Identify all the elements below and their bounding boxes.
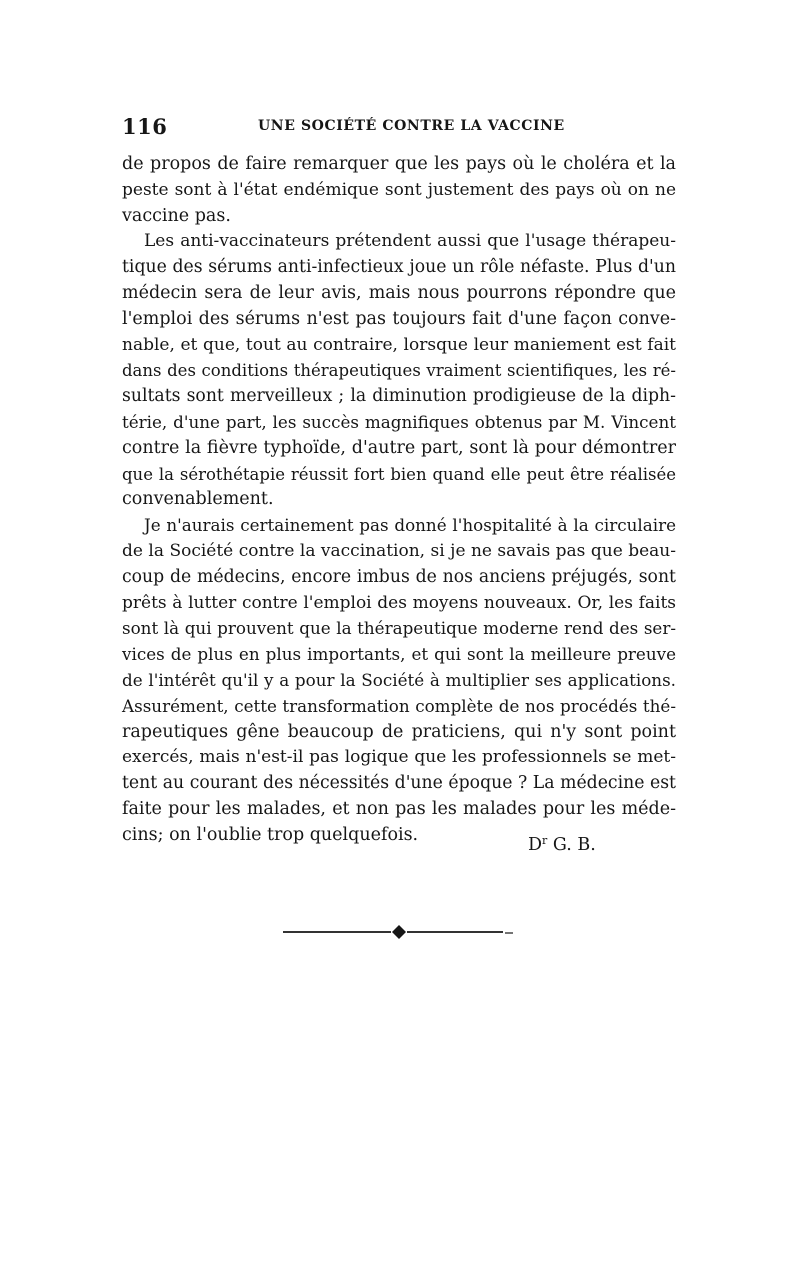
text-line: contre la fièvre typhoïde, d'autre part, sont là pour démontrer — [122, 437, 676, 458]
text-line: sont là qui prouvent que la thérapeutique moderne rend des ser- — [122, 618, 676, 639]
running-title: UNE SOCIÉTÉ CONTRE LA VACCINE — [258, 118, 565, 134]
text-line: tent au courant des nécessités d'une époque ? La médecine est — [122, 773, 676, 794]
text-line: térie, d'une part, les succès magnifiques obtenus par M. Vincent — [122, 411, 676, 432]
signature — [528, 834, 596, 855]
text-line: exercés, mais n'est-il pas logique que les professionnels se met- — [122, 747, 676, 768]
text-line: coup de médecins, encore imbus de nos anciens préjugés, sont — [122, 566, 676, 587]
page-number: 116 — [122, 114, 168, 139]
text-line: Assurément, cette transformation complète de nos procédés thé- — [122, 695, 676, 716]
text-line: médecin sera de leur avis, mais nous pourrons répondre que — [122, 282, 676, 303]
text-line: sultats sont merveilleux ; la diminution prodigieuse de la diph- — [122, 386, 676, 407]
running-head — [122, 114, 677, 140]
diamond-rule-ornament-icon — [283, 920, 515, 944]
text-line: de la Société contre la vaccination, si je ne savais pas que beau- — [122, 540, 676, 561]
signature-prefix: D — [528, 835, 543, 855]
signature-superscript: r — [542, 834, 548, 847]
text-line: cins; on l'oublie trop quelquefois. — [122, 824, 419, 845]
text-line: dans des conditions thérapeutiques vraiment scientifiques, les ré- — [122, 361, 676, 381]
text-line: vaccine pas. — [122, 205, 231, 226]
signature-name: G. B. — [547, 835, 596, 855]
text-line: nable, et que, tout au contraire, lorsque leur maniement est fait — [122, 334, 676, 355]
text-line: que la sérothétapie réussit fort bien quand elle peut être réalisée — [122, 464, 676, 484]
body-text — [122, 152, 676, 849]
text-line: Je n'aurais certainement pas donné l'hospitalité à la circulaire — [144, 515, 676, 536]
text-line: peste sont à l'état endémique sont justement des pays où on ne — [122, 179, 676, 200]
text-line: de propos de faire remarquer que les pays où le choléra et la — [122, 154, 676, 174]
text-line: tique des sérums anti-infectieux joue un rôle néfaste. Plus d'un — [122, 257, 676, 278]
text-line: l'emploi des sérums n'est pas toujours fait d'une façon conve- — [122, 308, 676, 329]
text-line: convenablement. — [122, 489, 274, 510]
text-line: vices de plus en plus importants, et qui sont la meilleure preuve — [122, 644, 676, 665]
text-line: de l'intérêt qu'il y a pour la Société à multiplier ses applications. — [122, 669, 676, 690]
text-line: Les anti-vaccinateurs prétendent aussi que l'usage thérapeu- — [144, 231, 676, 252]
text-line: faite pour les malades, et non pas les malades pour les méde- — [122, 798, 676, 819]
text-line: prêts à lutter contre l'emploi des moyens nouveaux. Or, les faits — [122, 592, 676, 613]
ornament-diamond — [392, 925, 406, 939]
text-line: rapeutiques gêne beaucoup de praticiens, qui n'y sont point — [122, 721, 676, 742]
